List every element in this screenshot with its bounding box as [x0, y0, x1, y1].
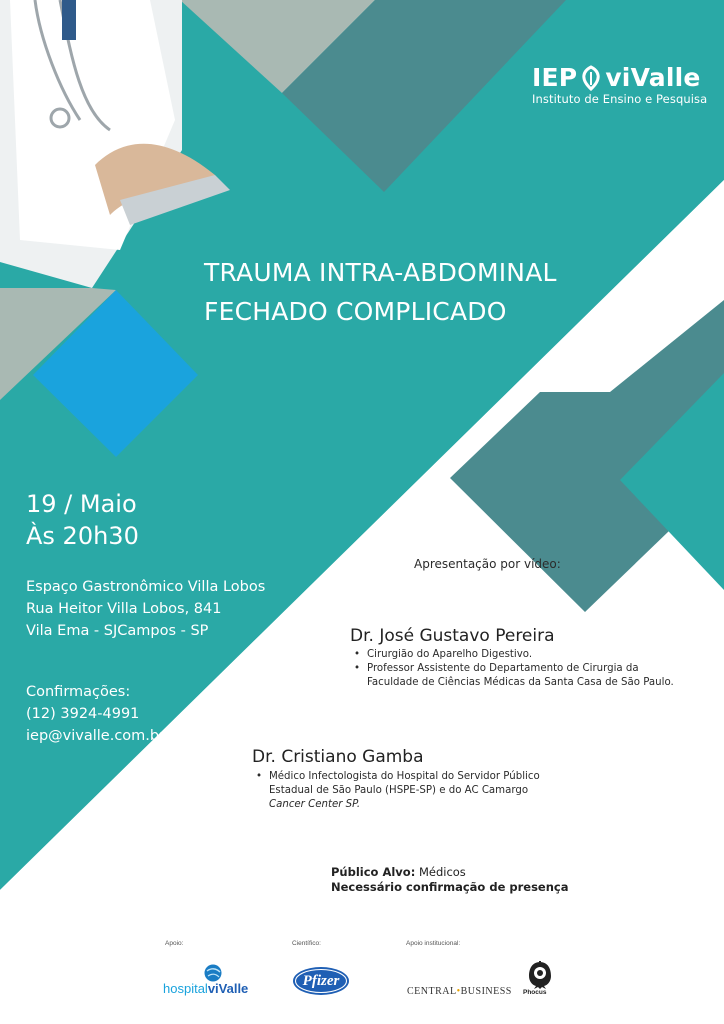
confirm-email: iep@vivalle.com.br: [26, 728, 166, 744]
event-title-line1: TRAUMA INTRA-ABDOMINAL: [204, 258, 557, 287]
leaf-icon: [578, 65, 604, 91]
speaker1-bullet: • Cirurgião do Aparelho Digestivo.: [352, 648, 682, 662]
hospital-vivalle-text: [163, 981, 248, 996]
logo-brand-right: viValle: [605, 63, 701, 92]
speaker1-name: Dr. José Gustavo Pereira: [350, 626, 555, 646]
institucional-label: Apoio institucional:: [406, 940, 461, 947]
venue-line3: Vila Ema - SJCampos - SP: [26, 623, 209, 639]
event-time: Às 20h30: [26, 522, 139, 550]
speaker1-bullets: [352, 648, 682, 690]
event-date: 19 / Maio: [26, 490, 137, 518]
phocus-creature-icon: [527, 961, 553, 989]
central-dot-icon: •: [456, 986, 461, 997]
cientifico-label: Científico:: [292, 940, 321, 947]
speaker2-bullet: [254, 770, 564, 812]
phocus-logo: [523, 961, 559, 1001]
audience-note: Necessário confirmação de presença: [331, 880, 569, 894]
phocus-text: Phocus: [523, 989, 547, 996]
hospital-vivalle-logo: [163, 964, 253, 1004]
venue-line2: Rua Heitor Villa Lobos, 841: [26, 601, 222, 617]
globe-icon: [204, 964, 222, 982]
presentation-note: Apresentação por vídeo:: [414, 557, 561, 571]
logo-brand-left: IEP: [532, 63, 578, 92]
audience-line: [331, 865, 466, 880]
hospital-prefix: hospital: [163, 981, 208, 996]
event-title-line2: FECHADO COMPLICADO: [204, 297, 507, 326]
central-text: CENTRAL: [407, 986, 457, 997]
logo-brand: [532, 64, 707, 92]
speaker1-bullet: • Professor Assistente do Departamento de Cirurgia da Faculdade de Ciências Médicas da Santa Casa de São Paulo.: [352, 662, 682, 690]
pfizer-logo: [292, 966, 350, 996]
ievivalle-logo: [532, 64, 707, 106]
pfizer-text: Pfizer: [302, 973, 340, 989]
business-text: BUSINESS: [460, 986, 512, 997]
audience-label: Público Alvo:: [331, 865, 416, 879]
hospital-name: viValle: [207, 981, 249, 996]
speaker2-name: Dr. Cristiano Gamba: [252, 747, 424, 767]
speaker2-bullet-text: Médico Infectologista do Hospital do Servidor Público Estadual de São Paulo (HSPE-SP) e do AC Camargo: [269, 771, 540, 796]
confirm-phone: (12) 3924-4991: [26, 706, 140, 722]
venue-line1: Espaço Gastronômico Villa Lobos: [26, 579, 266, 595]
apoio-label: Apoio:: [165, 940, 184, 947]
speaker2-bullets: [254, 770, 564, 812]
confirm-label: Confirmações:: [26, 684, 131, 700]
central-business-logo: [407, 986, 512, 998]
audience-value: Médicos: [418, 865, 466, 879]
speaker2-bullet-italic: Cancer Center SP.: [269, 799, 361, 810]
logo-subtitle: Instituto de Ensino e Pesquisa: [532, 92, 708, 106]
